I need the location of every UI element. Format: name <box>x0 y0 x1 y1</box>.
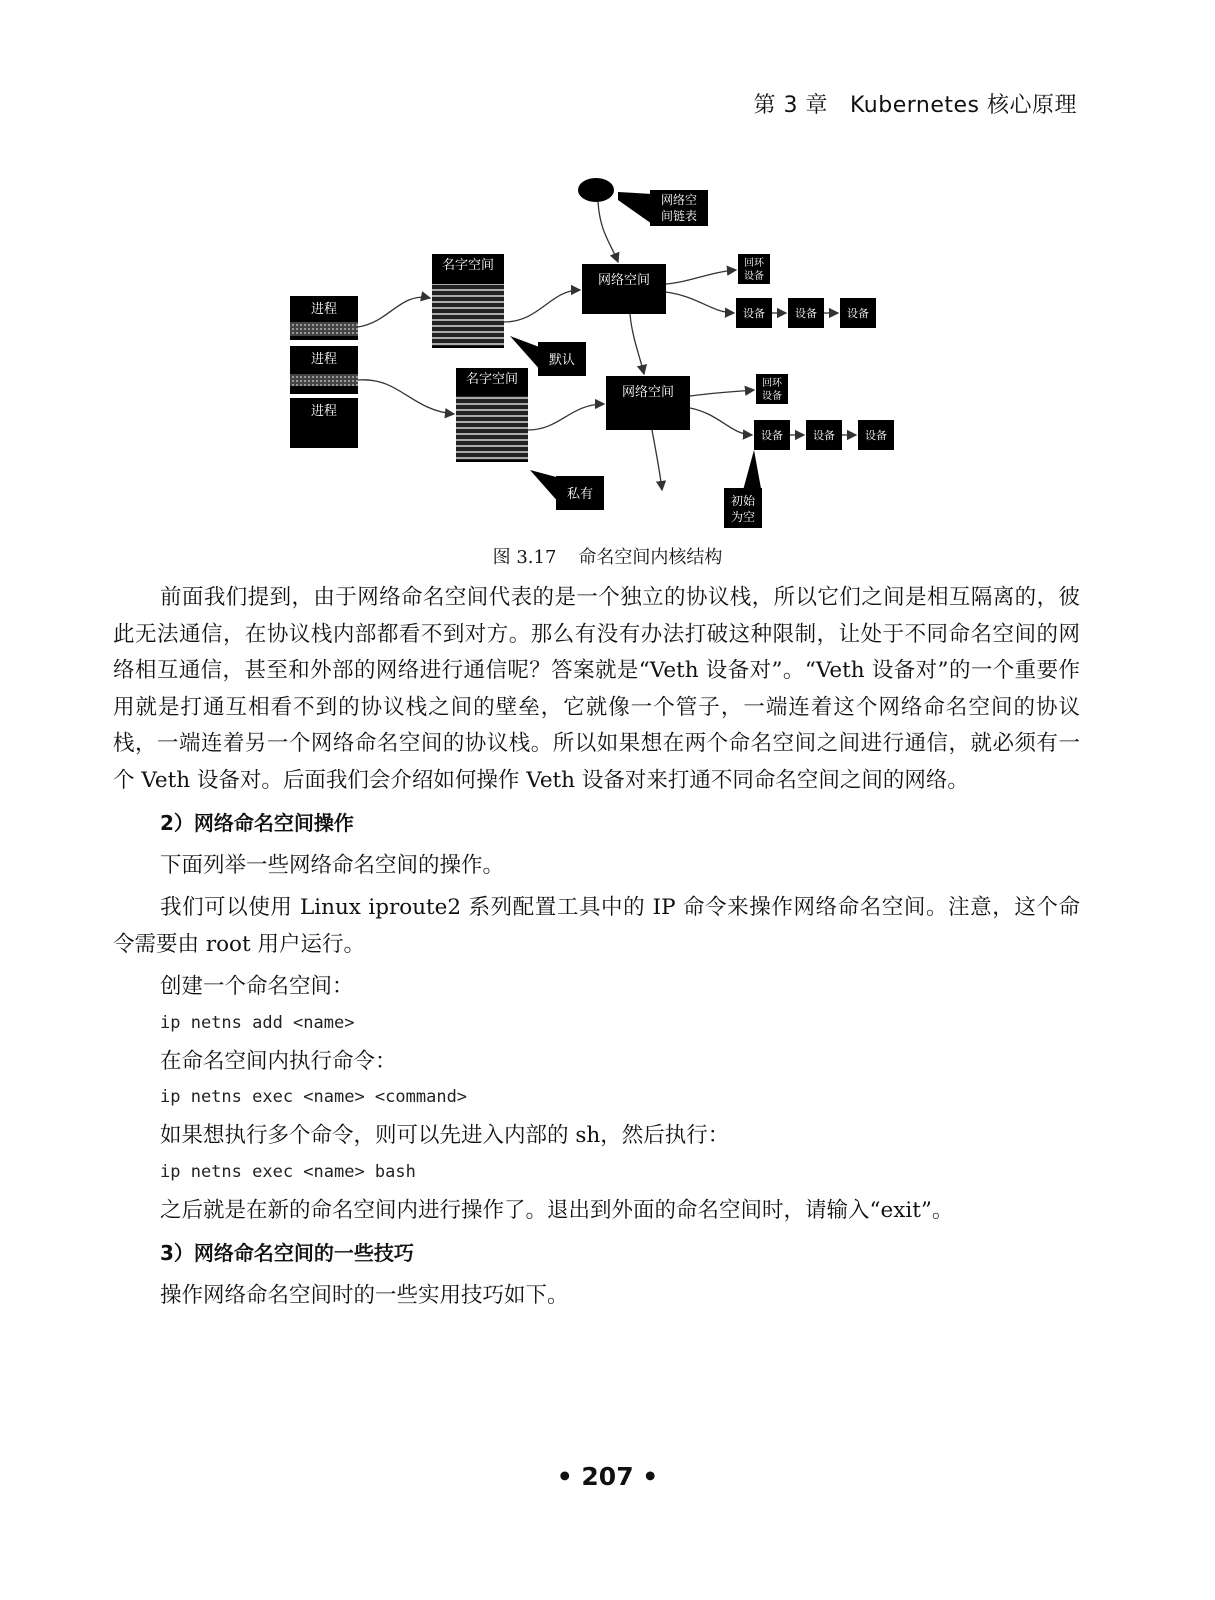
svg-text:为空: 为空 <box>730 510 756 524</box>
process-label-2: 进程 <box>310 352 338 367</box>
process-label-1: 进程 <box>310 302 338 317</box>
netns-label-1: 网络空间 <box>597 273 651 288</box>
code-netns-exec: ip netns exec <name> <command> <box>160 1087 468 1107</box>
page-header <box>731 88 1077 119</box>
svg-text:设备: 设备 <box>762 391 782 402</box>
main-text <box>113 580 1080 1314</box>
paragraph-iproute2: 我们可以使用 Linux iproute2 系列配置工具中的 IP 命令来操作网络命名空间。注意，这个命令需要由 root 用户运行。 <box>113 895 1080 957</box>
netns-box-1 <box>582 264 666 314</box>
heading-netns-tips: 3）网络命名空间的一些技巧 <box>160 1241 414 1265</box>
netns-list-label-1: 网络空 <box>660 193 698 207</box>
svg-text:设备: 设备 <box>795 307 817 320</box>
paragraph-tips-intro: 操作网络命名空间时的一些实用技巧如下。 <box>160 1282 569 1308</box>
paragraph-veth-intro: 前面我们提到，由于网络命名空间代表的是一个独立的协议栈，所以它们之间是相互隔离的，彼此无法通信，在协议栈内部都看不到对方。那么有没有办法打破这种限制，让处于不同命名空间的网络相互通信，甚至和外部的网络进行通信呢？答案就是“Veth 设备对”。“Veth 设备对”的一个重要作用就是打通互相看不到的协议栈之间的壁垒，它就像一个管子，一端连着这个网络命名空间的协议栈，一端连着另一个网络命名空间的协议栈。所以如果想在两个命名空间之间进行通信，就必须有一个 Veth 设备对。后面我们会介绍如何操作 Veth 设备对来打通不同命名空间之间的网络。 <box>113 585 1080 793</box>
page-number: • 207 • <box>556 1462 659 1491</box>
default-label: 默认 <box>548 353 576 368</box>
label-multiple-commands: 如果想执行多个命令，则可以先进入内部的 sh，然后执行： <box>160 1123 730 1148</box>
netns-list-node <box>578 178 614 202</box>
heading-netns-operations: 2）网络命名空间操作 <box>160 811 354 835</box>
svg-text:设备: 设备 <box>813 429 835 442</box>
figure-number: 图 3.17 <box>492 547 557 568</box>
svg-text:设备: 设备 <box>761 429 783 442</box>
svg-text:设备: 设备 <box>847 307 869 320</box>
svg-text:设备: 设备 <box>743 307 765 320</box>
label-exec-command: 在命名空间内执行命令： <box>160 1048 397 1074</box>
namespace-label-1: 名字空间 <box>441 258 495 273</box>
svg-text:回环: 回环 <box>762 378 782 389</box>
chapter-number: 第 3 章 <box>753 93 828 118</box>
figure-title: 命名空间内核结构 <box>578 547 723 568</box>
process-label-3: 进程 <box>310 404 338 419</box>
svg-text:设备: 设备 <box>744 271 764 282</box>
paragraph-operations-intro: 下面列举一些网络命名空间的操作。 <box>160 852 505 878</box>
figure-caption <box>0 543 1215 569</box>
paragraph-exit: 之后就是在新的命名空间内进行操作了。退出到外面的命名空间时，请输入“exit”。 <box>160 1197 954 1223</box>
private-label: 私有 <box>566 487 594 502</box>
code-netns-exec-bash: ip netns exec <name> bash <box>160 1161 416 1182</box>
namespace-kernel-diagram <box>280 172 910 542</box>
namespace-label-2: 名字空间 <box>465 372 519 387</box>
netns-list-callout <box>618 192 652 224</box>
svg-text:回环: 回环 <box>744 258 764 269</box>
label-create-namespace: 创建一个命名空间： <box>160 974 354 999</box>
netns-list-label-2: 间链表 <box>660 209 698 223</box>
svg-text:初始: 初始 <box>730 494 756 508</box>
code-netns-add: ip netns add <name> <box>160 1012 355 1033</box>
chapter-title: Kubernetes 核心原理 <box>849 93 1077 118</box>
netns-label-2: 网络空间 <box>621 385 675 400</box>
svg-text:设备: 设备 <box>865 429 887 442</box>
